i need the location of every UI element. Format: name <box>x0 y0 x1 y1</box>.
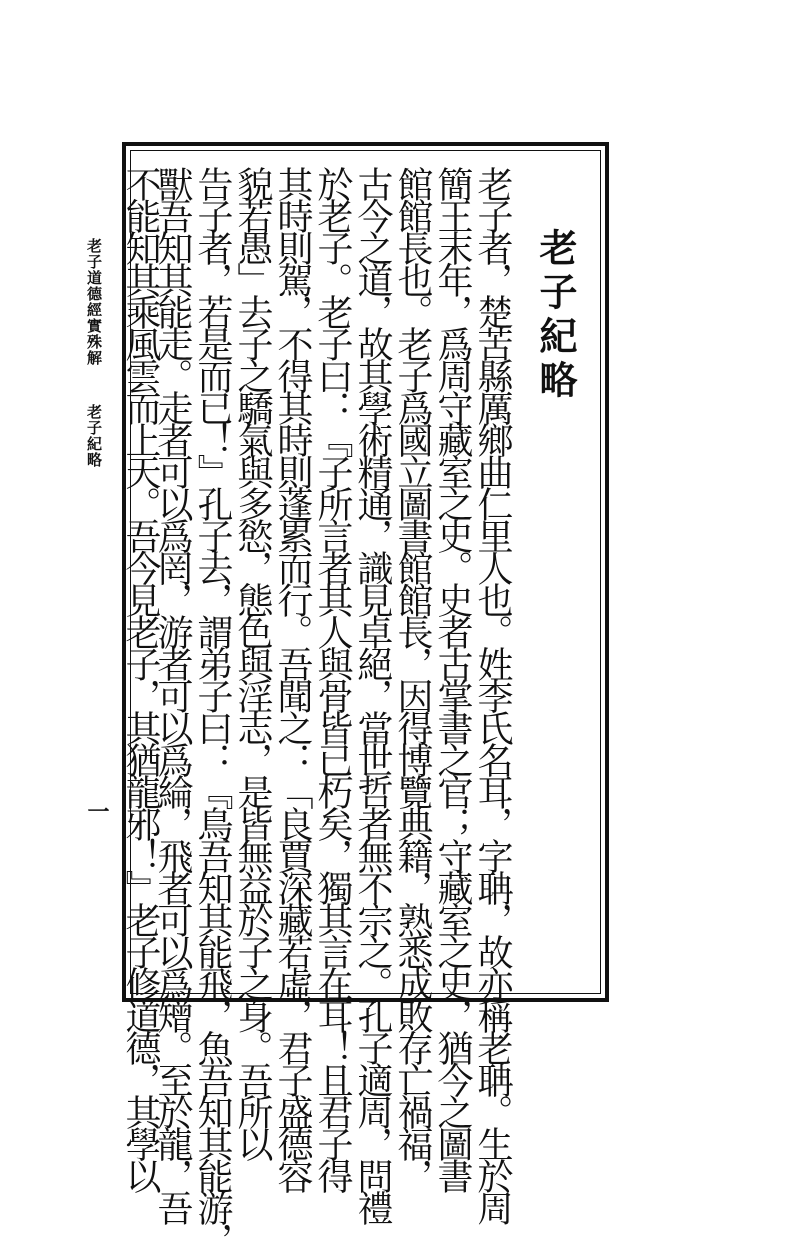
text-column-10: 不能知其乘風雲而上天。吾今見老子，其猶龍邪！』老子修道德，其學以 <box>120 166 161 1190</box>
text-column-6: 其時則駕，不得其時則蓬累而行。吾聞之：「良賈深藏若虛，君子盛德容 <box>272 166 313 1190</box>
text-column-9: 獸吾知其能走。走者可以爲罔，游者可以爲綸，飛者可以爲矰。至於龍，吾 <box>152 166 193 1222</box>
text-column-8: 告子者，若是而已！』孔子去，謂弟子曰：『鳥吾知其能飛，魚吾知其能游， <box>192 166 233 1254</box>
text-column-2: 簡王末年，爲周守藏室之史。史者古掌書之官；守藏室之史，猶今之圖書 <box>432 166 473 1190</box>
text-column-4: 古今之道，故其學術精通，識見卓絕，當世哲者無不宗之。孔子適周，問禮 <box>352 166 393 1222</box>
text-column-3: 館館長也。老子爲國立圖書館館長，因得博覽典籍，熟悉成敗存亡禍福， <box>392 166 433 1190</box>
text-column-7: 貌若愚」去子之驕氣與多慾，態色與淫志，是皆無益於子之身。吾所以 <box>232 166 273 1158</box>
chapter-heading: 老子紀略 <box>533 228 578 404</box>
page-number: 一 <box>84 800 110 823</box>
text-column-1: 老子者，楚苦縣厲鄉曲仁里人也。姓李氏名耳，字聃，故亦稱老聃。生於周 <box>472 166 513 1222</box>
book-title: 老子道德經實殊解 <box>85 238 103 366</box>
chapter-label: 老子紀略 <box>85 404 103 468</box>
text-column-5: 於老子。老子曰：『子所言者其人與骨皆已朽矣，獨其言在耳！且君子得 <box>312 166 353 1190</box>
